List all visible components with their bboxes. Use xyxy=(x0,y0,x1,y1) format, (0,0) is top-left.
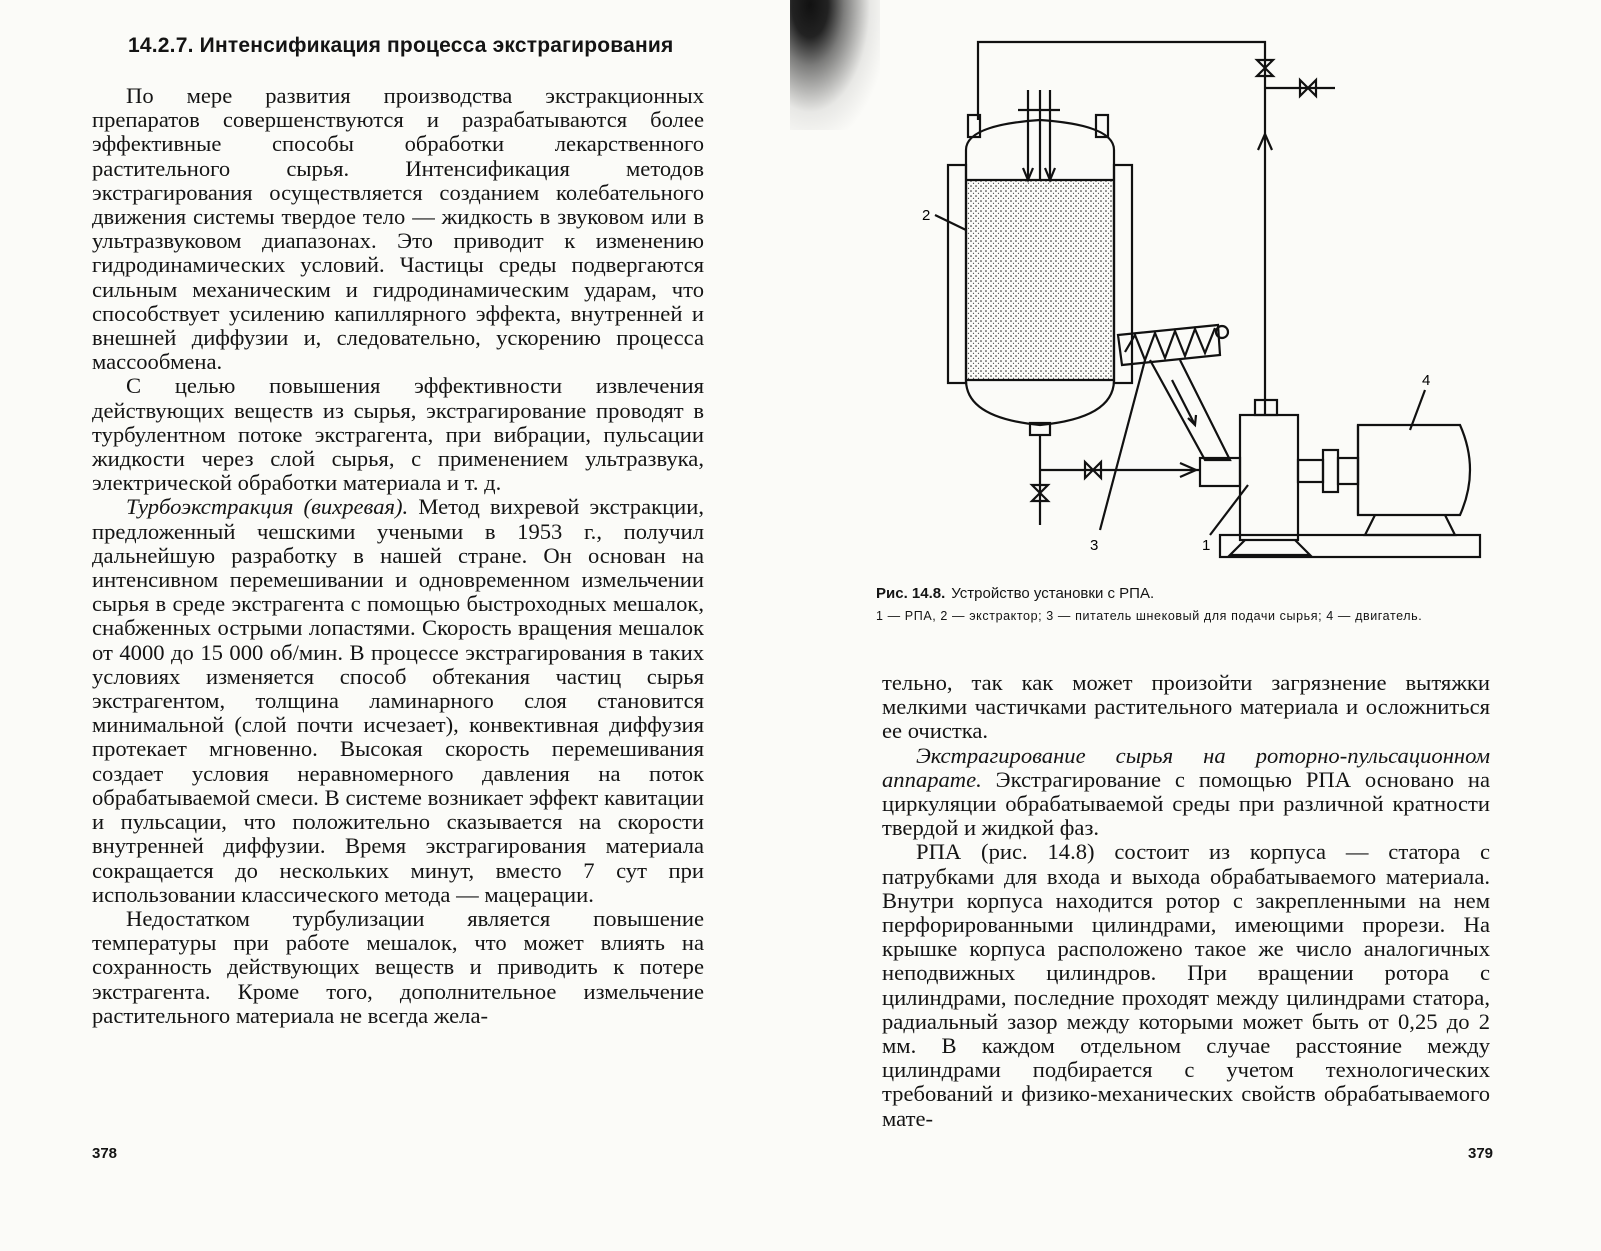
paragraph: По мере развития производства экстракционных препаратов совершенствуются и разрабатываются более эффективные способы обработки лекарственного растительного сырья. Интенсификация методов экстрагирования осуществляется созданием колебательного движения системы твердое тело — жидкость в звуковом или в ультразвуковом диапазонах. Это приводит к изменению гидродинамических условий. Частицы среды подвергаются сильным механическим и гидродинамическим ударам, что способствует усилению капиллярного эффекта, внутренней и внешней диффузии и, следовательно, ускорению процесса массообмена. xyxy=(92,83,704,375)
caption-legend: 1 — РПА, 2 — экстрактор; 3 — питатель шнековый для подачи сырья; 4 — двигатель. xyxy=(876,609,1423,623)
base-plate xyxy=(1220,535,1480,557)
paragraph: С целью повышения эффективности извлечения действующих веществ из сырья, экстрагирование проводят в турбулентном потоке экстрагента, при вибрации, пульсации жидкости через слой сырья, с применением ультразвука, электрической обработки материала и т. д. xyxy=(92,373,704,496)
right-body-text xyxy=(882,671,1490,1131)
paragraph: Турбоэкстракция (вихревая). Метод вихревой экстракции, предложенный чешскими учеными в 1953 г., получил дальнейшую разработку в нашей стране. Он основан на интенсивном перемешивании и одновременном измельчении сырья в среде экстрагента с помощью быстроходных мешалок, снабженных острыми лопастями. Скорость вращения мешалок от 4000 до 15 000 об/мин. В процессе экстрагирования в таких условиях изменяется способ обтекания частиц сырья экстрагентом, толщина ламинарного слоя становится минимальной (слой почти исчезает), конвективная диффузия протекает мгновенно. Высокая скорость перемешивания создает условия неравномерного давления на поток обрабатываемой смеси. В системе возникает эффект кавитации и пульсации, что положительно сказывается на скорости внутренней диффузии. Время экстрагирования материала сокращается до нескольких минут, вместо 7 сут при использовании классического метода — мацерации. xyxy=(92,494,704,907)
left-page xyxy=(0,0,790,1251)
section-heading: 14.2.7. Интенсификация процесса экстрагирования xyxy=(128,34,674,57)
label-1: 1 xyxy=(1202,537,1211,554)
caption-number: Рис. 14.8. xyxy=(876,585,946,602)
motor xyxy=(1358,425,1470,515)
paragraph: тельно, так как может произойти загрязнение вытяжки мелкими частичками растительного материала и осложниться ее очистка. xyxy=(882,670,1490,744)
page-number-left: 378 xyxy=(92,1145,118,1162)
scan-gutter-shadow xyxy=(790,0,880,130)
left-body-text xyxy=(92,84,704,1028)
figure-caption xyxy=(876,585,1488,625)
label-4: 4 xyxy=(1422,372,1431,389)
rpa-housing xyxy=(1240,415,1298,540)
paragraph: Экстрагирование сырья на роторно-пульсационном аппарате. Экстрагирование с помощью РПА основано на циркуляции обрабатываемой среды при различной кратности твердой и жидкой фаз. xyxy=(882,742,1490,841)
label-3: 3 xyxy=(1090,537,1099,554)
label-2: 2 xyxy=(922,207,931,224)
caption-title: Устройство установки с РПА. xyxy=(951,585,1155,602)
paragraph: РПА (рис. 14.8) состоит из корпуса — статора с патрубками для входа и выхода обрабатываемого материала. Внутри корпуса находится ротор с закрепленными на нем перфорированными цилиндрами, имеющими прорези. На крышке корпуса расположено такое же число аналогичных неподвижных цилиндров. При вращении ротора с цилиндрами, последние проходят между цилиндрами статора, радиальный зазор между которыми может быть от 0,25 до 2 мм. В каждом отдельном случае расстояние между цилиндрами подбирается с учетом технологических требований и физико-механических свойств обрабатываемого мате- xyxy=(882,839,1490,1131)
apparatus-figure xyxy=(900,30,1500,570)
page-number-right: 379 xyxy=(1468,1145,1494,1162)
feed-chute xyxy=(1150,360,1230,460)
italic-lead: Экстрагирование сырья на роторно-пульсационном аппарате. xyxy=(882,742,1490,792)
apparatus-diagram xyxy=(900,30,1500,570)
italic-lead: Турбоэкстракция (вихревая). xyxy=(126,494,409,520)
paragraph: Недостатком турбулизации является повышение температуры при работе мешалок, что может влиять на сохранность действующих веществ и приводить к потере экстрагента. Кроме того, дополнительное измельчение растительного материала не всегда жела- xyxy=(92,905,704,1028)
